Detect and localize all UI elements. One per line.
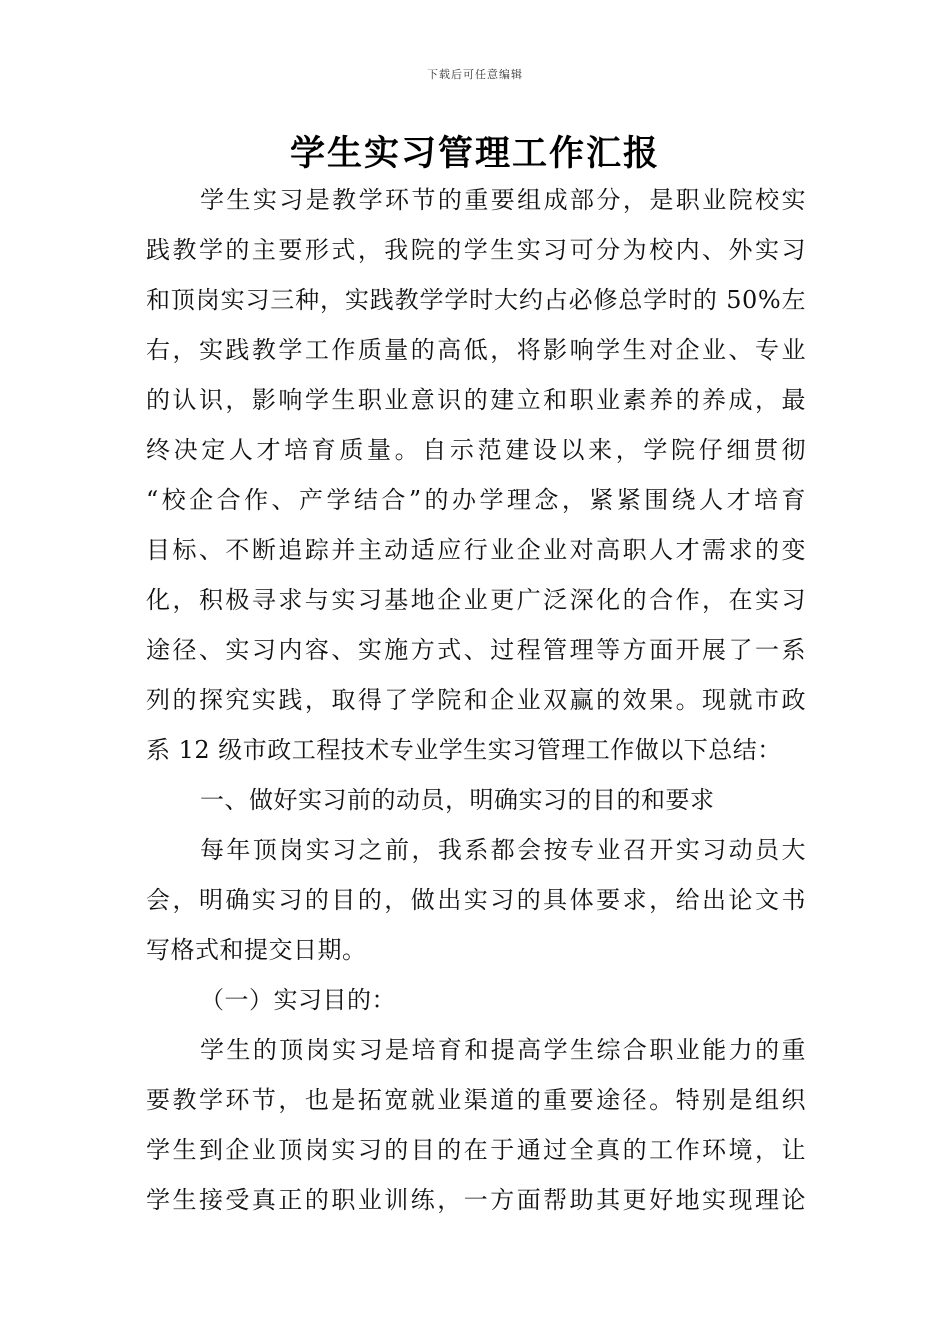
text-line: 要教学环节，也是拓宽就业渠道的重要途径。特别是组织 (146, 1086, 806, 1114)
text-line: （一）实习目的： (200, 986, 396, 1014)
text-line: 列的探究实践，取得了学院和企业双赢的效果。现就市政 (146, 686, 806, 714)
text-line: 会，明确实习的目的，做出实习的具体要求，给出论文书 (146, 886, 806, 914)
text-line: 途径、实习内容、实施方式、过程管理等方面开展了一系 (146, 636, 806, 664)
text-line: 践教学的主要形式，我院的学生实习可分为校内、外实习 (146, 236, 806, 264)
text-line: 系 12 级市政工程技术专业学生实习管理工作做以下总结： (146, 736, 782, 764)
text-line: 目标、不断追踪并主动适应行业企业对高职人才需求的变 (146, 536, 806, 564)
text-line: 的认识，影响学生职业意识的建立和职业素养的养成，最 (146, 386, 806, 414)
text-line: 学生的顶岗实习是培育和提高学生综合职业能力的重 (200, 1036, 806, 1064)
header-note: 下载后可任意编辑 (427, 68, 523, 81)
text-line: 学生到企业顶岗实习的目的在于通过全真的工作环境，让 (146, 1136, 806, 1164)
text-line: 写格式和提交日期。 (146, 936, 367, 964)
text-line: “校企合作、产学结合”的办学理念，紧紧围绕人才培育 (146, 486, 806, 514)
text-line: 学生接受真正的职业训练，一方面帮助其更好地实现理论 (146, 1186, 806, 1214)
document-title: 学生实习管理工作汇报 (289, 134, 660, 174)
text-line: 学生实习是教学环节的重要组成部分，是职业院校实 (200, 186, 806, 214)
text-line: 一、做好实习前的动员，明确实习的目的和要求 (200, 786, 715, 814)
text-line: 每年顶岗实习之前，我系都会按专业召开实习动员大 (200, 836, 806, 864)
text-line: 化，积极寻求与实习基地企业更广泛深化的合作，在实习 (146, 586, 806, 614)
text-line: 和顶岗实习三种，实践教学学时大约占必修总学时的 50%左 (146, 286, 806, 314)
text-line: 右，实践教学工作质量的高低，将影响学生对企业、专业 (146, 336, 806, 364)
document-body (146, 175, 806, 1225)
text-line: 终决定人才培育质量。自示范建设以来，学院仔细贯彻 (146, 436, 806, 464)
